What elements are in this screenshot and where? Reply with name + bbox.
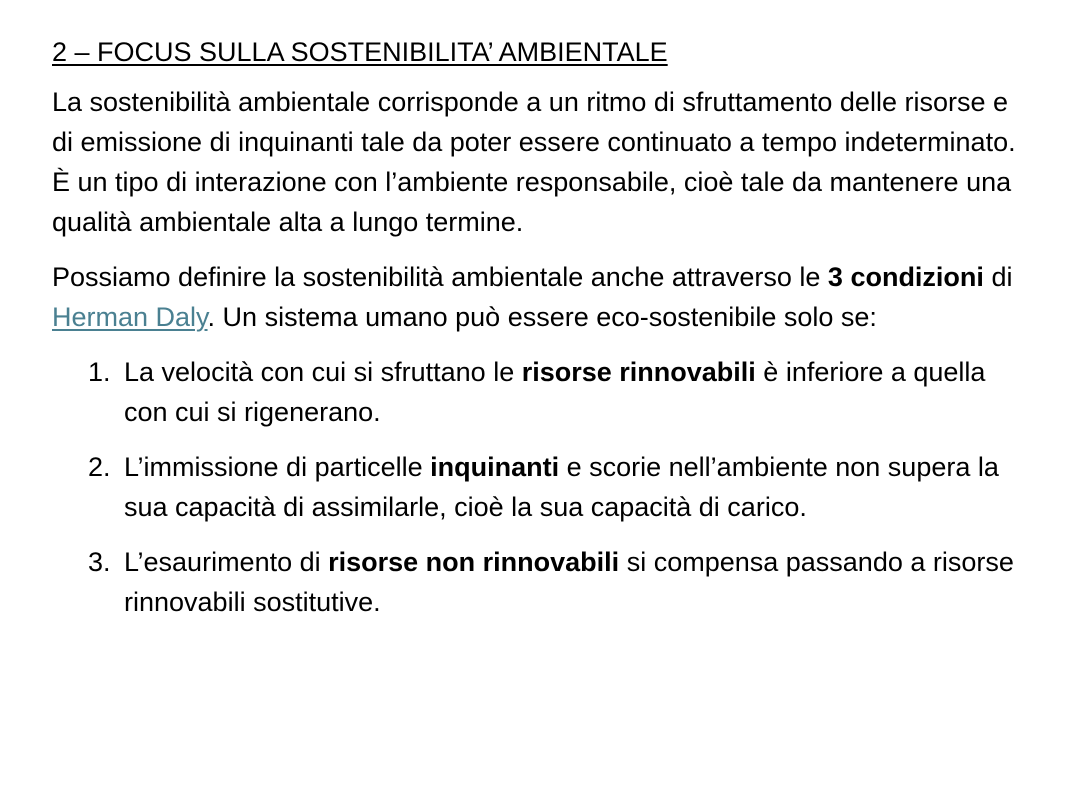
definition-paragraph: La sostenibilità ambientale corrisponde a un ritmo di sfruttamento delle risorse e di emissione di inquinanti tale da poter essere continuato a tempo indeterminato. È un tipo di interazione con l’ambiente responsabile, cioè tale da mantenere una qualità ambientale alta a lungo termine. <box>52 87 1016 237</box>
daly-paragraph-text-1: Possiamo definire la sostenibilità ambientale anche attraverso le <box>52 262 828 292</box>
list-item-text-after: è inferiore a quella con cui si rigenerano. <box>124 357 986 427</box>
daly-paragraph <box>52 257 1032 337</box>
conditions-list <box>52 352 1032 622</box>
daly-paragraph-text-2: di <box>983 262 1013 292</box>
herman-daly-link[interactable]: Herman Daly <box>52 302 208 332</box>
list-item-text-before: La velocità con cui si sfruttano le <box>124 357 522 387</box>
list-item-bold: inquinanti <box>430 452 560 482</box>
list-item-text-before: L’immissione di particelle <box>124 452 431 482</box>
list-item-bold: risorse rinnovabili <box>521 357 756 387</box>
list-item-text <box>124 352 1032 432</box>
list-item-number: 2. <box>88 452 111 482</box>
slide-title: 2 – FOCUS SULLA SOSTENIBILITA’ AMBIENTALE <box>52 37 668 67</box>
list-item-text-after: si compensa passando a risorse rinnovabili sostitutive. <box>124 547 1014 617</box>
list-item-text <box>124 542 1032 622</box>
list-item <box>88 447 1032 527</box>
list-item <box>88 352 1032 432</box>
list-item-text-before: L’esaurimento di <box>124 547 329 577</box>
daly-paragraph-text-3: . Un sistema umano può essere eco-sostenibile solo se: <box>207 302 877 332</box>
list-item-bold: risorse non rinnovabili <box>328 547 620 577</box>
list-item <box>88 542 1032 622</box>
three-conditions-bold: 3 condizioni <box>827 262 984 292</box>
list-item-number: 1. <box>88 357 111 387</box>
list-item-number: 3. <box>88 547 111 577</box>
list-item-text <box>124 447 1032 527</box>
list-item-text-after: e scorie nell’ambiente non supera la sua capacità di assimilarle, cioè la sua capacità di carico. <box>124 452 999 522</box>
